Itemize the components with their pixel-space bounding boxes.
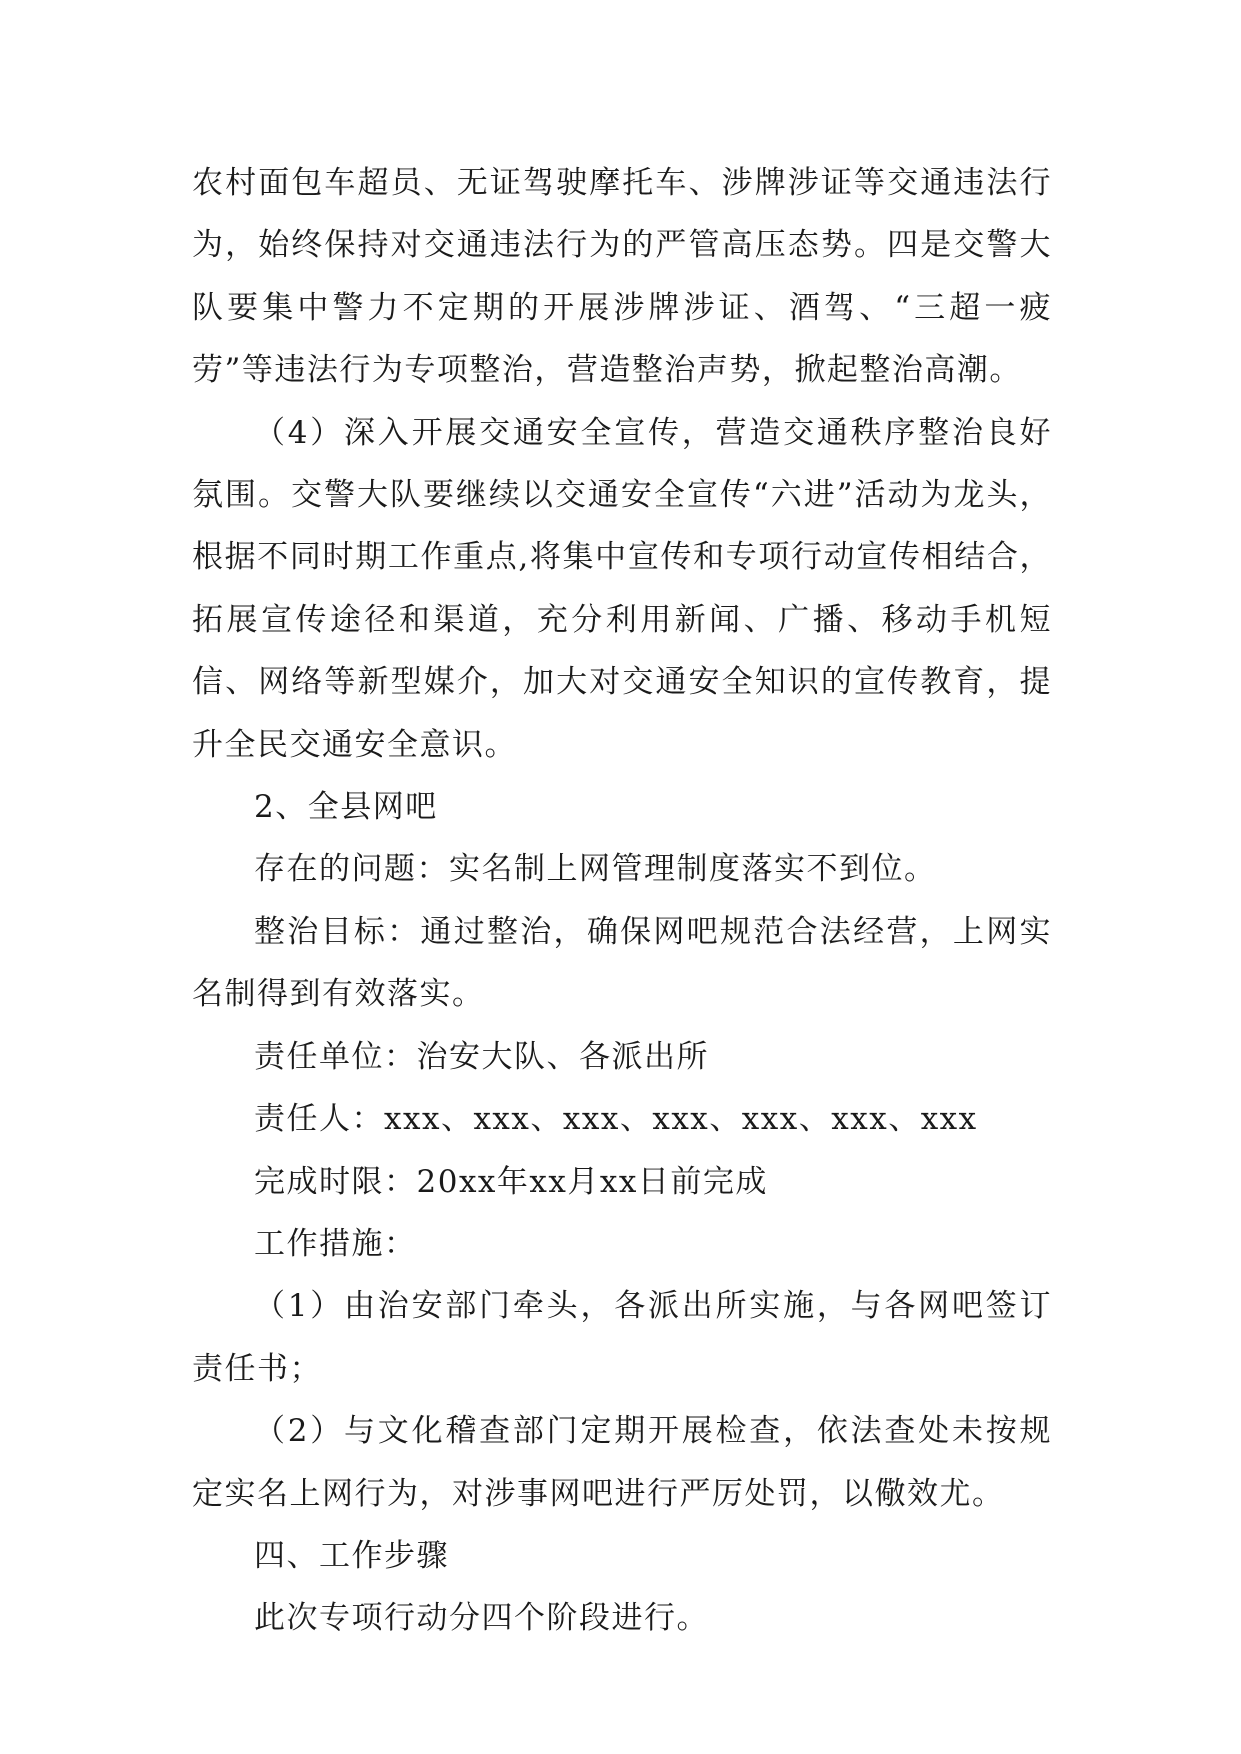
paragraph-measure-2: （2）与文化稽查部门定期开展检查，依法查处未按规定实名上网行为，对涉事网吧进行严厉处罚，以儆效尤。	[192, 1413, 1052, 1512]
paragraph-traffic-safety-publicity: （4）深入开展交通安全宣传，营造交通秩序整治良好氛围。交警大队要继续以交通安全宣传“六进”活动为龙头，根据不同时期工作重点,将集中宣传和专项行动宣传相结合，拓展宣传途径和渠道，充分利用新闻、广播、移动手机短信、网络等新型媒介，加大对交通安全知识的宣传教育，提升全民交通安全意识。	[192, 414, 1052, 763]
section-heading-work-steps: 四、工作步骤	[254, 1537, 449, 1574]
paragraph-traffic-violations: 农村面包车超员、无证驾驶摩托车、涉牌涉证等交通违法行为，始终保持对交通违法行为的严管高压态势。四是交警大队要集中警力不定期的开展涉牌涉证、酒驾、“三超一疲劳”等违法行为专项整治，营造整治声势，掀起整治高潮。	[192, 165, 1052, 389]
paragraph-work-measures-heading: 工作措施：	[254, 1225, 417, 1262]
paragraph-deadline: 完成时限：20xx年xx月xx日前完成	[254, 1163, 768, 1200]
paragraph-responsible-persons: 责任人：xxx、xxx、xxx、xxx、xxx、xxx、xxx	[254, 1101, 978, 1138]
paragraph-responsible-unit: 责任单位：治安大队、各派出所	[254, 1038, 709, 1075]
document-body	[192, 152, 1052, 1650]
paragraph-measure-1: （1）由治安部门牵头，各派出所实施，与各网吧签订责任书；	[192, 1288, 1052, 1387]
paragraph-existing-problems: 存在的问题：实名制上网管理制度落实不到位。	[254, 851, 937, 888]
section-heading-internet-cafes: 2、全县网吧	[254, 789, 438, 826]
paragraph-four-stages: 此次专项行动分四个阶段进行。	[254, 1600, 709, 1637]
paragraph-rectification-goal: 整治目标：通过整治，确保网吧规范合法经营，上网实名制得到有效落实。	[192, 913, 1052, 1013]
